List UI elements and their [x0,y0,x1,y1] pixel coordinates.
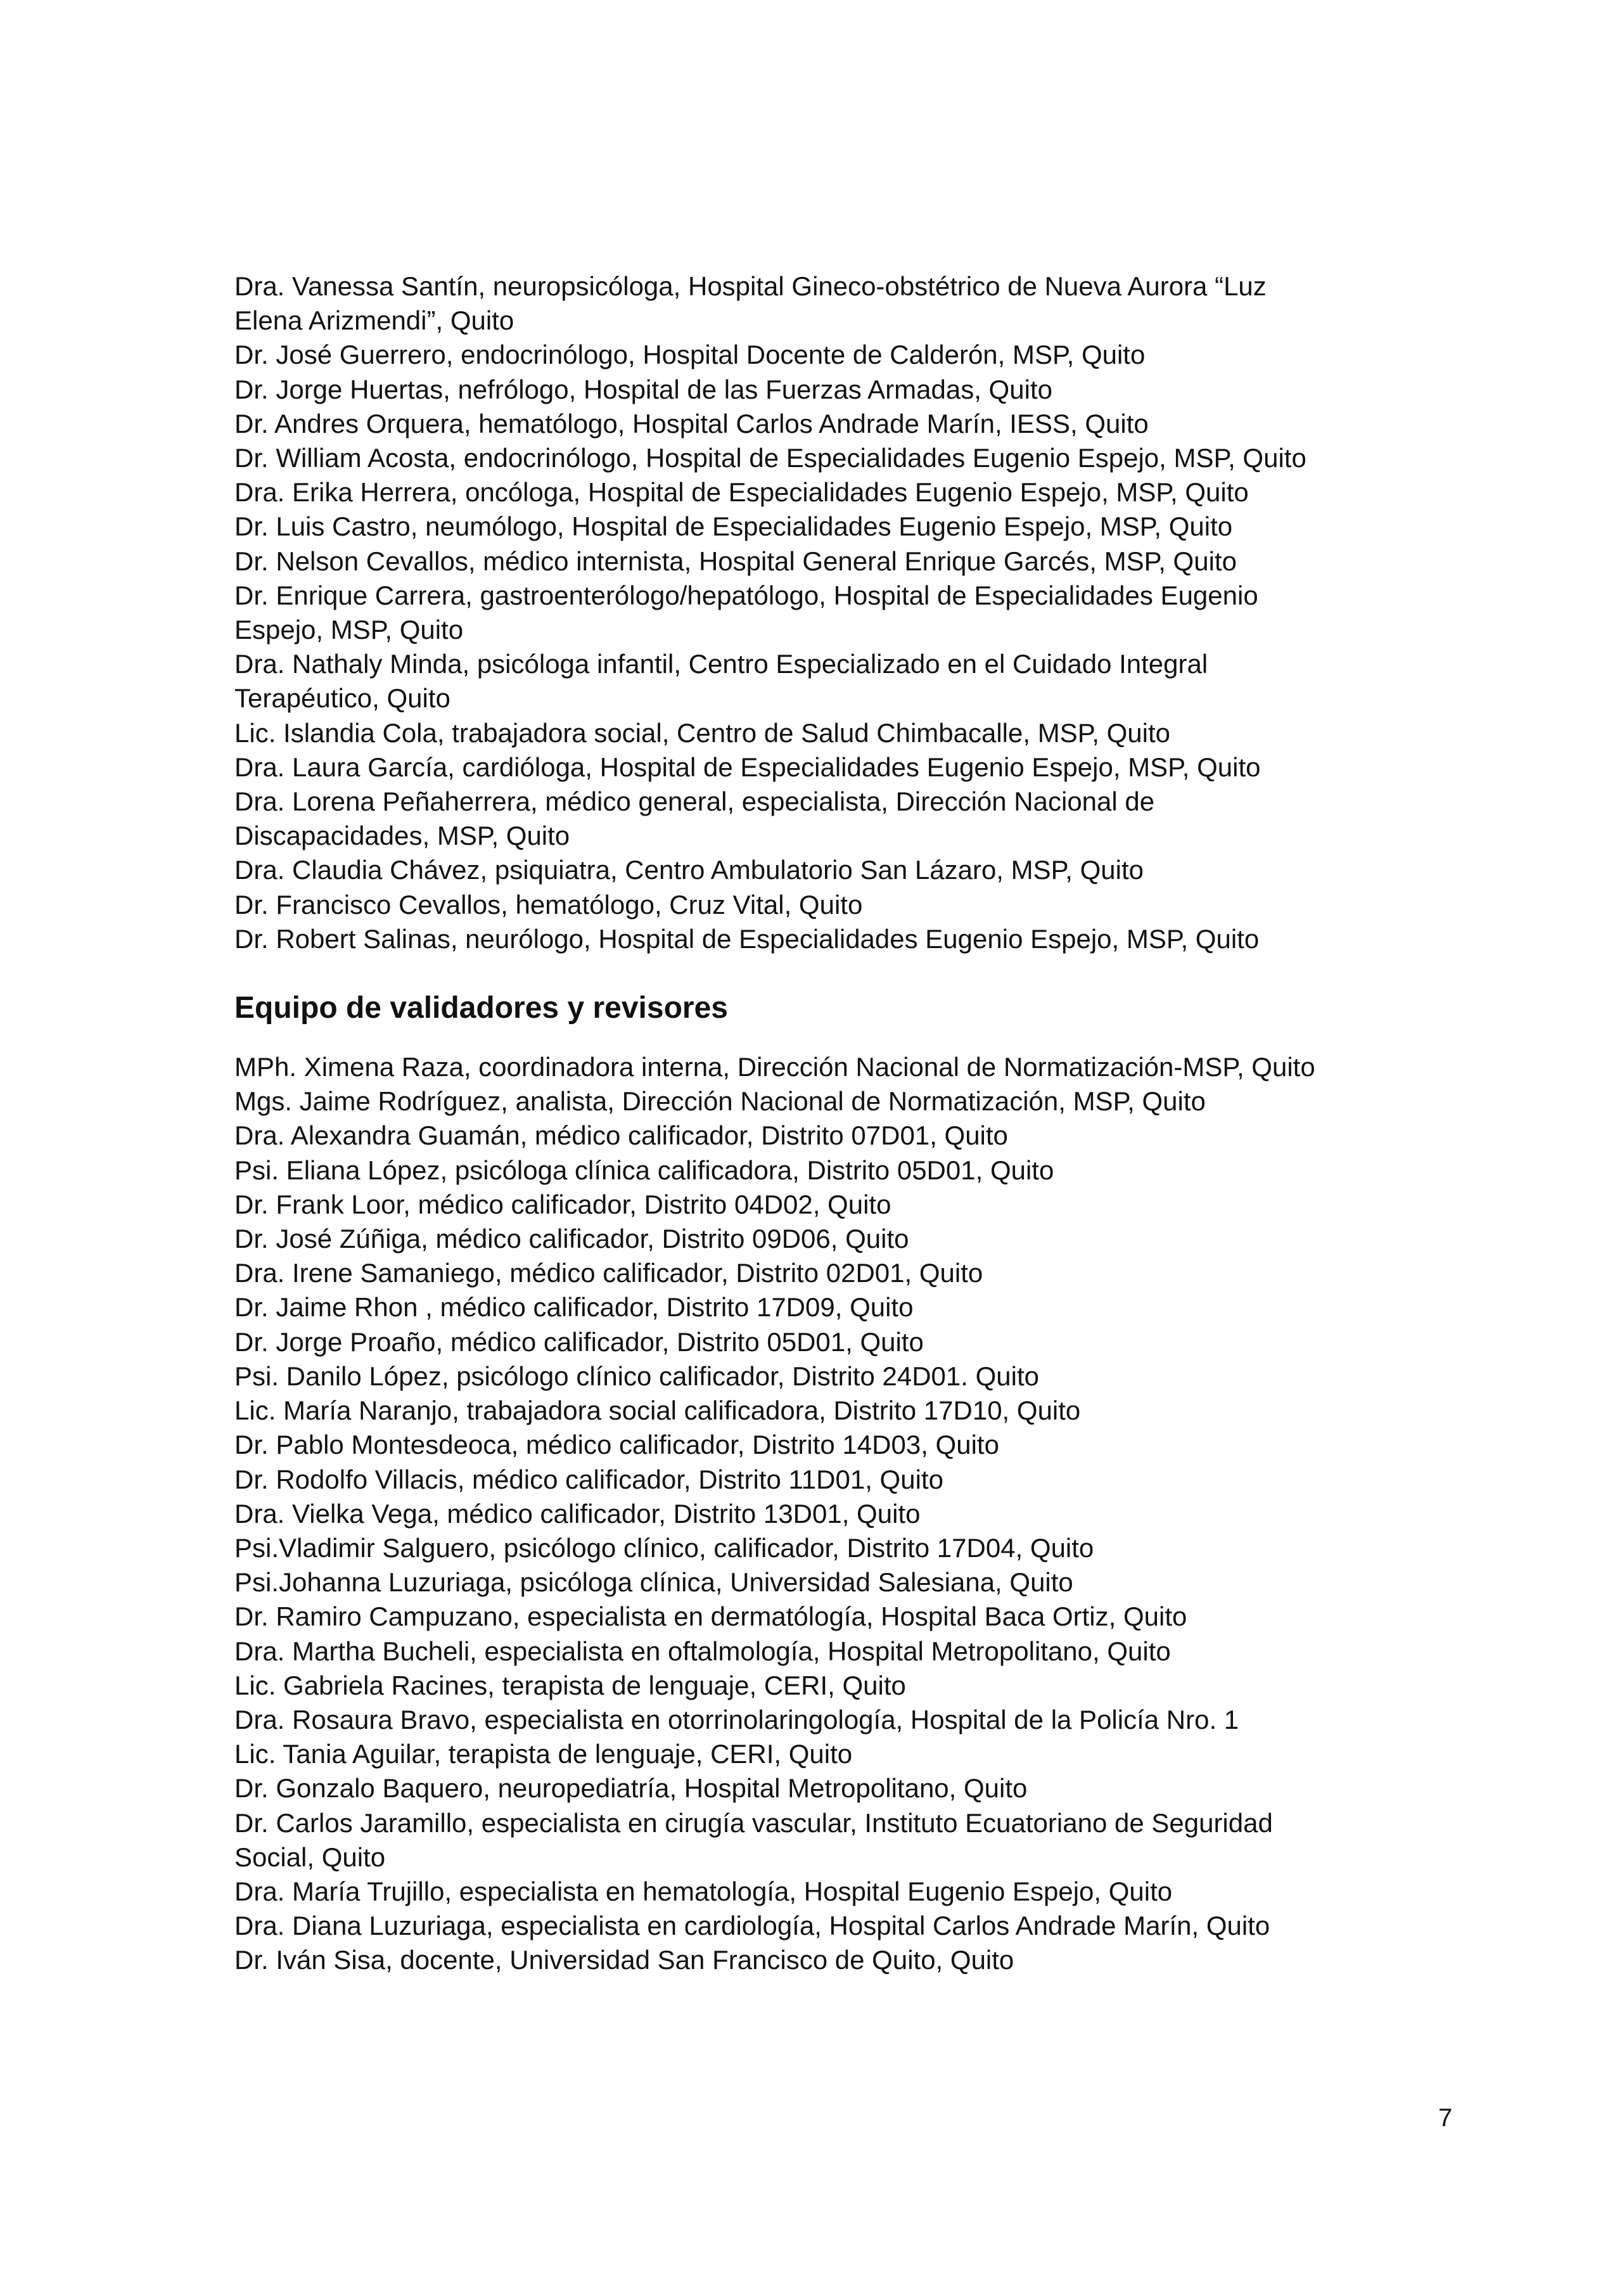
validator-line: Psi. Eliana López, psicóloga clínica calificadora, Distrito 05D01, Quito [234,1155,1054,1185]
validator-line: Psi. Danilo López, psicólogo clínico calificador, Distrito 24D01. Quito [234,1361,1039,1391]
validator-line: Dr. José Zúñiga, médico calificador, Distrito 09D06, Quito [234,1224,909,1254]
page-number: 7 [1438,2104,1453,2132]
participant-line: Dr. José Guerrero, endocrinólogo, Hospital Docente de Calderón, MSP, Quito [234,340,1146,370]
participant-line: Elena Arizmendi”, Quito [234,305,514,336]
validator-line: Dra. María Trujillo, especialista en hematología, Hospital Eugenio Espejo, Quito [234,1876,1173,1906]
validator-line: Dr. Jorge Proaño, médico calificador, Distrito 05D01, Quito [234,1326,924,1357]
validator-line: Social, Quito [234,1842,386,1872]
validator-line: Dr. Frank Loor, médico calificador, Distrito 04D02, Quito [234,1189,891,1219]
validator-line: Lic. María Naranjo, trabajadora social calificadora, Distrito 17D10, Quito [234,1395,1081,1426]
participants-list [234,269,1495,956]
validator-line: Dra. Martha Bucheli, especialista en oftalmología, Hospital Metropolitano, Quito [234,1636,1171,1666]
validator-line: Dr. Carlos Jaramillo, especialista en cirugía vascular, Instituto Ecuatoriano de Seguridad [234,1807,1273,1838]
validator-line: Dr. Rodolfo Villacis, médico calificador, Distrito 11D01, Quito [234,1464,943,1494]
validator-line: Dr. Jaime Rhon , médico calificador, Distrito 17D09, Quito [234,1292,914,1323]
participant-line: Dr. Andres Orquera, hematólogo, Hospital Carlos Andrade Marín, IESS, Quito [234,408,1149,439]
participant-line: Dr. Robert Salinas, neurólogo, Hospital de Especialidades Eugenio Espejo, MSP, Quito [234,923,1260,954]
validator-line: Dra. Irene Samaniego, médico calificador, Distrito 02D01, Quito [234,1258,983,1288]
page-content [234,269,1495,1978]
participant-line: Dr. William Acosta, endocrinólogo, Hospital de Especialidades Eugenio Espejo, MSP, Quito [234,443,1306,473]
validator-line: Dra. Alexandra Guamán, médico calificador, Distrito 07D01, Quito [234,1120,1008,1151]
validator-line: Lic. Tania Aguilar, terapista de lenguaje, CERI, Quito [234,1739,853,1769]
validator-line: Lic. Gabriela Racines, terapista de lenguaje, CERI, Quito [234,1670,906,1700]
validator-line: Dra. Vielka Vega, médico calificador, Distrito 13D01, Quito [234,1498,921,1529]
participant-line: Dr. Jorge Huertas, nefrólogo, Hospital de las Fuerzas Armadas, Quito [234,374,1052,404]
participant-line: Dra. Laura García, cardióloga, Hospital de Especialidades Eugenio Espejo, MSP, Quito [234,752,1261,782]
validator-line: Psi.Vladimir Salguero, psicólogo clínico, calificador, Distrito 17D04, Quito [234,1532,1094,1563]
validator-line: Dra. Diana Luzuriaga, especialista en cardiología, Hospital Carlos Andrade Marín, Quito [234,1911,1270,1941]
participant-line: Terapéutico, Quito [234,683,450,714]
participant-line: Lic. Islandia Cola, trabajadora social, Centro de Salud Chimbacalle, MSP, Quito [234,717,1171,748]
participant-line: Dra. Claudia Chávez, psiquiatra, Centro Ambulatorio San Lázaro, MSP, Quito [234,855,1144,885]
participant-line: Discapacidades, MSP, Quito [234,821,570,851]
participant-line: Dra. Nathaly Minda, psicóloga infantil, Centro Especializado en el Cuidado Integral [234,649,1208,679]
participant-line: Dra. Vanessa Santín, neuropsicóloga, Hospital Gineco-obstétrico de Nueva Aurora “Luz [234,271,1267,301]
participant-line: Espejo, MSP, Quito [234,615,464,645]
participant-line: Dr. Enrique Carrera, gastroenterólogo/hepatólogo, Hospital de Especialidades Eugenio [234,580,1258,610]
validator-line: Dr. Ramiro Campuzano, especialista en dermatólogía, Hospital Baca Ortiz, Quito [234,1601,1187,1632]
section-heading: Equipo de validadores y revisores [234,991,728,1025]
validator-line: Dr. Gonzalo Baquero, neuropediatría, Hospital Metropolitano, Quito [234,1773,1028,1804]
validator-line: Dr. Pablo Montesdeoca, médico calificador, Distrito 14D03, Quito [234,1430,999,1460]
validator-line: Dra. Rosaura Bravo, especialista en otorrinolaringología, Hospital de la Policía Nro. 1 [234,1704,1239,1735]
participant-line: Dra. Erika Herrera, oncóloga, Hospital de Especialidades Eugenio Espejo, MSP, Quito [234,477,1249,508]
validator-line: MPh. Ximena Raza, coordinadora interna, Dirección Nacional de Normatización-MSP, Quito [234,1052,1315,1082]
validator-line: Mgs. Jaime Rodríguez, analista, Dirección Nacional de Normatización, MSP, Quito [234,1086,1206,1117]
validator-line: Psi.Johanna Luzuriaga, psicóloga clínica, Universidad Salesiana, Quito [234,1567,1073,1598]
validators-list [234,1050,1495,1977]
participant-line: Dr. Francisco Cevallos, hematólogo, Cruz Vital, Quito [234,889,863,920]
participant-line: Dr. Nelson Cevallos, médico internista, Hospital General Enrique Garcés, MSP, Quito [234,546,1237,576]
participant-line: Dra. Lorena Peñaherrera, médico general, especialista, Dirección Nacional de [234,786,1155,817]
participant-line: Dr. Luis Castro, neumólogo, Hospital de Especialidades Eugenio Espejo, MSP, Quito [234,511,1233,542]
validator-line: Dr. Iván Sisa, docente, Universidad San Francisco de Quito, Quito [234,1945,1014,1975]
